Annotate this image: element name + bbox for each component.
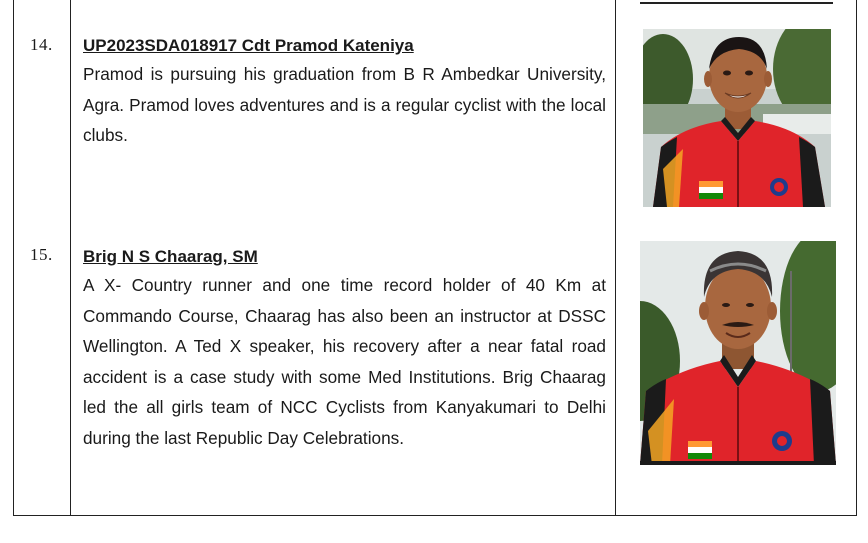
photo-cell-top-line (640, 2, 833, 4)
entry-description: Pramod is pursuing his graduation from B R Ambedkar University, Agra. Pramod loves adventures and is a regular cyclist with the local clubs. (83, 64, 606, 145)
entry-title: UP2023SDA018917 Cdt Pramod Kateniya (83, 36, 414, 55)
entry-text-cell (83, 247, 606, 453)
table-divider-number (70, 0, 71, 516)
row-number: 15. (30, 245, 53, 264)
entry-text-cell (83, 36, 606, 151)
portrait-photo (643, 29, 831, 207)
table-border-left (13, 0, 14, 516)
table-border-bottom (13, 515, 857, 516)
entry-title: Brig N S Chaarag, SM (83, 247, 258, 266)
portrait-photo (640, 241, 836, 465)
entry-description: A X- Country runner and one time record holder of 40 Km at Commando Course, Chaarag has also been an instructor at DSSC Wellington. A Ted X speaker, his recovery after a near fatal road accident is a case study with some Med Institutions. Brig Chaarag led the all girls team of NCC Cyclists from Kanyakumari to Delhi during the last Republic Day Celebrations. (83, 275, 606, 448)
row-number: 14. (30, 35, 53, 54)
table-border-right (856, 0, 857, 516)
table-divider-photo (615, 0, 616, 516)
